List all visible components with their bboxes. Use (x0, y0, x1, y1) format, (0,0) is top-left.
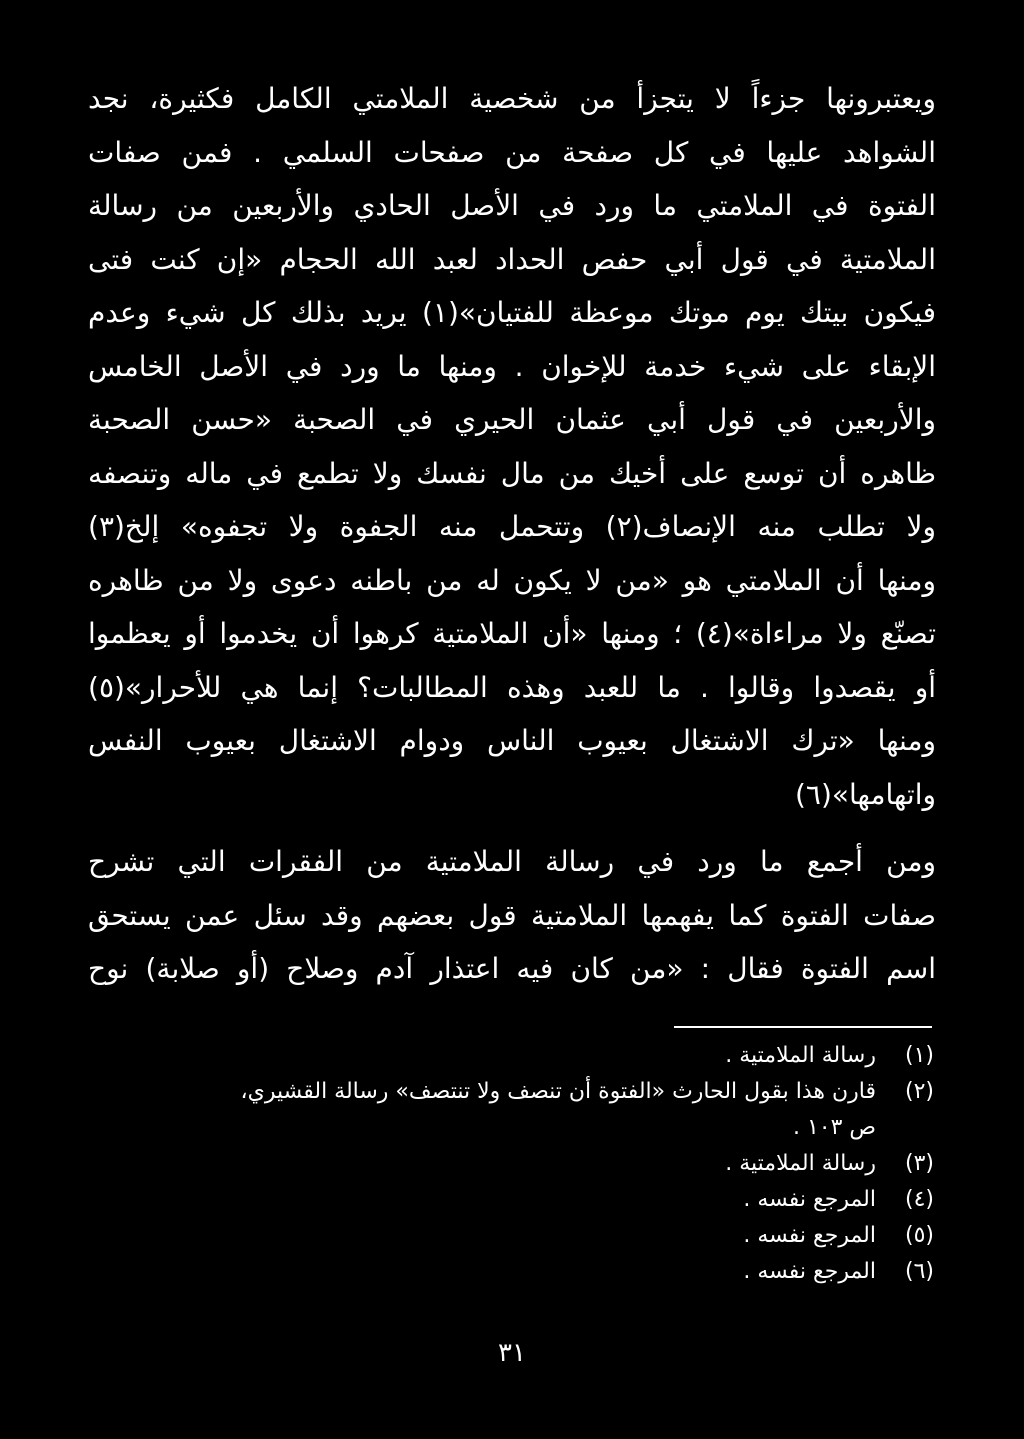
paragraph-gap (88, 821, 936, 835)
text-line: الشواهد عليها في كل صفحة من صفحات السلمي . فمن صفات (88, 135, 936, 169)
footnote-number: (٤) (904, 1187, 934, 1212)
text-line: صفات الفتوة كما يفهمها الملامتية قول بعضهم وقد سئل عمن يستحق (88, 898, 936, 932)
footnote-number: (٣) (904, 1151, 934, 1176)
footnote (174, 1254, 934, 1290)
text-line: ومنها «ترك الاشتغال بعيوب الناس ودوام الاشتغال بعيوب النفس (88, 724, 936, 757)
text-line: واتهامها»(٦) (794, 777, 936, 811)
footnote (174, 1074, 934, 1110)
footnote (174, 1146, 934, 1182)
text-line: والأربعين في قول أبي عثمان الحيري في الصحبة «حسن الصحبة (88, 403, 936, 436)
footnote-divider (674, 1026, 932, 1028)
page-number: ٣١ (498, 1338, 526, 1368)
footnote-number: (٦) (904, 1259, 934, 1284)
text-line: اسم الفتوة فقال : «من كان فيه اعتذار آدم وصلاح (أو صلابة) نوح (88, 952, 936, 985)
footnote-text: المرجع نفسه . (743, 1187, 876, 1212)
text-line: ويعتبرونها جزءاً لا يتجزأ من شخصية الملامتي الكامل فكثيرة، نجد (88, 82, 936, 115)
body-text (88, 72, 936, 996)
footnotes (174, 1038, 934, 1290)
footnote-number: (٢) (904, 1079, 934, 1104)
footnote (174, 1218, 934, 1254)
footnote (174, 1038, 934, 1074)
text-line: ولا تطلب منه الإنصاف(٢) وتتحمل منه الجفوة ولا تجفوه» إلخ(٣) (88, 510, 936, 543)
footnote-text: رسالة الملامتية . (725, 1043, 876, 1068)
text-line: الملامتية في قول أبي حفص الحداد لعبد الله الحجام «إن كنت فتى (88, 242, 936, 276)
footnote (174, 1182, 934, 1218)
text-line: ومن أجمع ما ورد في رسالة الملامتية من الفقرات التي تشرح (88, 845, 936, 878)
text-line: تصنّع ولا مراءاة»(٤) ؛ ومنها «أن الملامتية كرهوا أن يخدموا أو يعظموا (88, 617, 936, 650)
footnote-continuation: ص ١٠٣ . (792, 1115, 876, 1140)
text-line: الإبقاء على شيء خدمة للإخوان . ومنها ما ورد في الأصل الخامس (88, 349, 936, 383)
text-line: ومنها أن الملامتي هو «من لا يكون له من باطنه دعوى ولا من ظاهره (88, 563, 936, 597)
footnote-number: (٥) (904, 1223, 934, 1248)
text-line: ظاهره أن توسع على أخيك من مال نفسك ولا تطمع في ماله وتنصفه (88, 456, 936, 490)
footnote-text: المرجع نفسه . (743, 1259, 876, 1284)
footnote-text: المرجع نفسه . (743, 1223, 876, 1248)
text-line: الفتوة في الملامتي ما ورد في الأصل الحادي والأربعين من رسالة (88, 189, 936, 222)
text-line: أو يقصدوا وقالوا . ما للعبد وهذه المطالبات؟ إنما هي للأحرار»(٥) (88, 670, 936, 704)
footnote-number: (١) (904, 1043, 934, 1068)
text-line: فيكون بيتك يوم موتك موعظة للفتيان»(١) يريد بذلك كل شيء وعدم (88, 296, 936, 329)
footnote-text: قارن هذا بقول الحارث «الفتوة أن تنصف ولا تنتصف» رسالة القشيري، (240, 1079, 876, 1104)
footnote-text: رسالة الملامتية . (725, 1151, 876, 1176)
